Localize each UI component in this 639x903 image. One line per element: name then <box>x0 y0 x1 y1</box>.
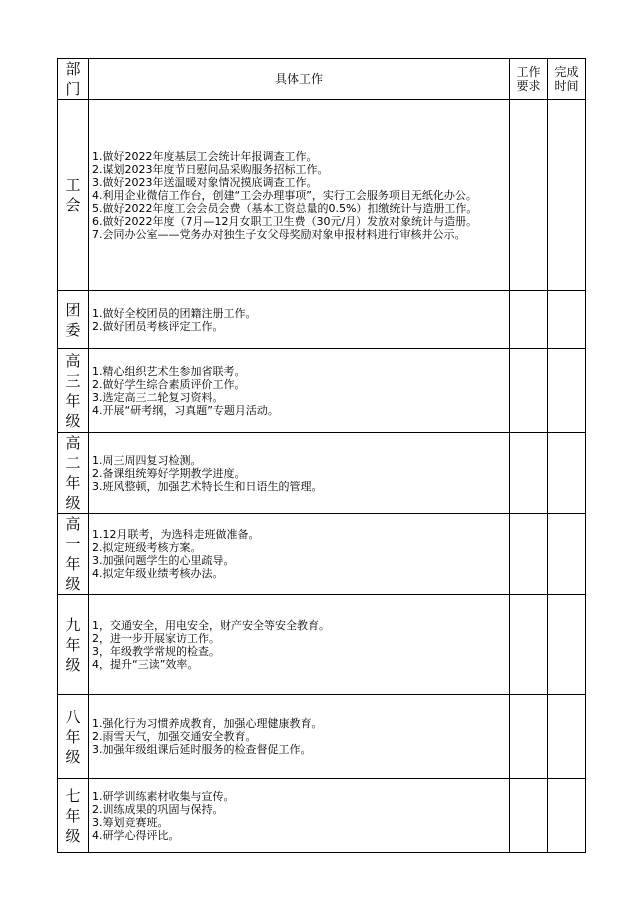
dept-label: 八年级 <box>65 707 81 766</box>
table-row <box>58 433 586 514</box>
work-item: 2.谋划2023年度节日慰问品采购服务招标工作。 <box>92 162 329 176</box>
dept-cell <box>58 779 89 853</box>
header-work: 具体工作 <box>89 59 510 100</box>
work-item: 5.做好2022年度工会会员会费（基本工资总量的0.5%）扣缴统计与造册工作。 <box>92 201 478 215</box>
work-item: 2.雨雪天气，加强交通安全教育。 <box>92 730 257 743</box>
work-item: 1.周三周四复习检测。 <box>92 453 202 467</box>
work-cell <box>89 514 510 595</box>
work-item: 2，进一步开展家访工作。 <box>92 631 220 645</box>
work-item: 4.研学心得评比。 <box>92 828 180 842</box>
completion-time-cell <box>548 349 586 433</box>
work-item: 3.做好2023年送温暖对象情况摸底调查工作。 <box>92 175 318 189</box>
work-item: 1，交通安全，用电安全，财产安全等安全教育。 <box>92 618 330 632</box>
table-row <box>58 291 586 349</box>
work-item: 2.做好团员考核评定工作。 <box>92 319 224 333</box>
completion-time-cell <box>548 695 586 779</box>
work-item: 3.选定高三二轮复习资料。 <box>92 390 224 404</box>
dept-label: 七年级 <box>65 786 81 845</box>
work-item: 2.备课组统筹好学期教学进度。 <box>92 466 246 480</box>
work-cell <box>89 595 510 695</box>
requirement-cell <box>510 100 548 291</box>
dept-label: 团委 <box>65 300 81 339</box>
dept-label: 高二年级 <box>65 434 81 512</box>
work-cell <box>89 291 510 349</box>
work-cell <box>89 779 510 853</box>
work-item: 4，提升“三读”效率。 <box>92 657 199 671</box>
work-item: 3.加强年级组课后延时服务的检查督促工作。 <box>92 743 312 756</box>
work-item: 1.做好2022年度基层工会统计年报调查工作。 <box>92 149 318 163</box>
completion-time-cell <box>548 291 586 349</box>
work-item: 2.做好学生综合素质评价工作。 <box>92 377 246 391</box>
work-item: 3，年级教学常规的检查。 <box>92 644 220 658</box>
table-row <box>58 100 586 291</box>
work-item: 2.训练成果的巩固与保持。 <box>92 802 224 816</box>
dept-label: 九年级 <box>65 615 81 674</box>
work-plan-table <box>57 58 586 853</box>
work-item: 3.班风整顿，加强艺术特长生和日语生的管理。 <box>92 479 323 493</box>
dept-cell <box>58 433 89 514</box>
work-item: 1.做好全校团员的团籍注册工作。 <box>92 306 257 320</box>
table-row <box>58 595 586 695</box>
work-item: 4.拟定年级业绩考核办法。 <box>92 567 224 580</box>
completion-time-cell <box>548 514 586 595</box>
table-row <box>58 514 586 595</box>
header-completion-time: 完成时间 <box>548 59 586 100</box>
work-item: 1.12月联考，为选科走班做准备。 <box>92 528 260 541</box>
work-item: 1.研学训练素材收集与宣传。 <box>92 789 235 803</box>
work-item: 1.强化行为习惯养成教育，加强心理健康教育。 <box>92 717 323 730</box>
completion-time-cell <box>548 100 586 291</box>
work-cell <box>89 349 510 433</box>
work-item: 7.会同办公室——党务办对独生子女父母奖励对象申报材料进行审核并公示。 <box>92 227 466 241</box>
dept-cell <box>58 595 89 695</box>
table-row <box>58 695 586 779</box>
dept-label: 高一年级 <box>65 515 81 593</box>
work-item: 3.筹划竞赛班。 <box>92 815 169 829</box>
work-item: 6.做好2022年度（7月—12月女职工卫生费（30元/月）发放对象统计与造册。 <box>92 214 478 228</box>
dept-cell <box>58 100 89 291</box>
work-item: 1.精心组织艺术生参加省联考。 <box>92 364 246 378</box>
work-cell <box>89 695 510 779</box>
table-row <box>58 349 586 433</box>
header-requirement: 工作要求 <box>510 59 548 100</box>
header-dept: 部门 <box>58 59 89 100</box>
header-row <box>58 59 586 100</box>
requirement-cell <box>510 695 548 779</box>
dept-cell <box>58 349 89 433</box>
requirement-cell <box>510 349 548 433</box>
requirement-cell <box>510 514 548 595</box>
completion-time-cell <box>548 433 586 514</box>
work-item: 2.拟定班级考核方案。 <box>92 541 202 554</box>
completion-time-cell <box>548 779 586 853</box>
work-item: 4.开展“研考纲，习真题”专题月活动。 <box>92 403 279 417</box>
work-cell <box>89 433 510 514</box>
work-item: 3.加强问题学生的心里疏导。 <box>92 554 235 567</box>
dept-label: 高三年级 <box>65 351 81 430</box>
requirement-cell <box>510 433 548 514</box>
dept-cell <box>58 695 89 779</box>
work-item: 4.利用企业微信工作台，创建“工会办理事项”，实行工会服务项目无纸化办公。 <box>92 188 477 202</box>
dept-cell <box>58 291 89 349</box>
requirement-cell <box>510 779 548 853</box>
requirement-cell <box>510 595 548 695</box>
completion-time-cell <box>548 595 586 695</box>
table-row <box>58 779 586 853</box>
dept-cell <box>58 514 89 595</box>
requirement-cell <box>510 291 548 349</box>
work-cell <box>89 100 510 291</box>
dept-label: 工会 <box>65 176 81 214</box>
